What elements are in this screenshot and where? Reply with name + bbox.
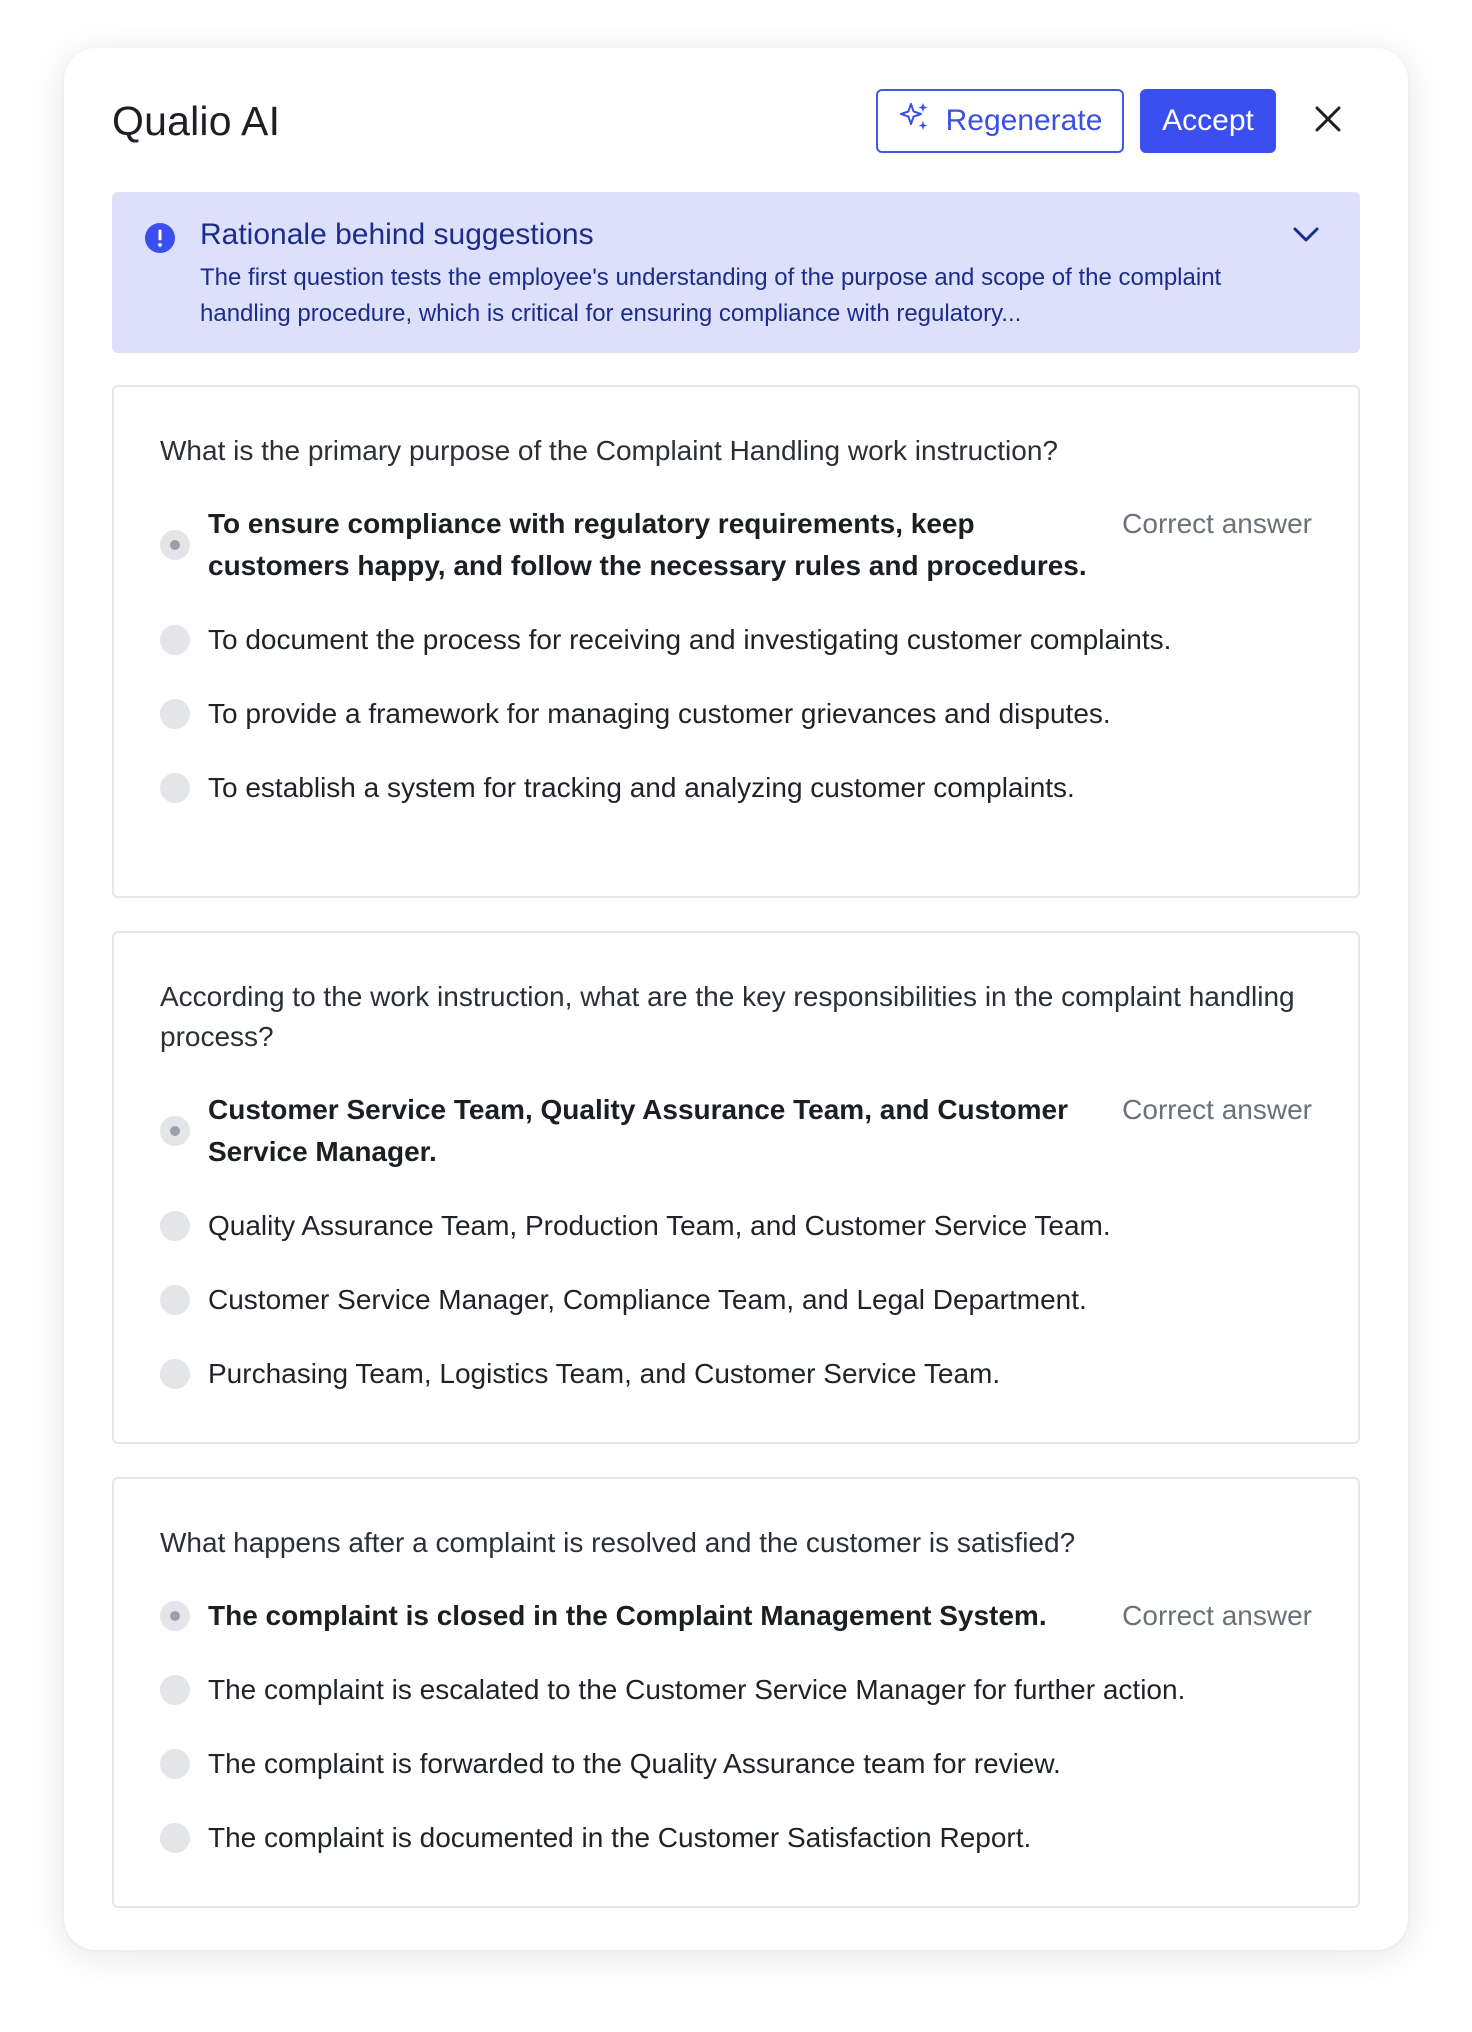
rationale-body: The first question tests the employee's understanding of the purpose and scope of the complaint handling procedure, which is critical for ensuring compliance with regulatory...	[200, 264, 1222, 327]
answer-text: The complaint is forwarded to the Quality Assurance team for review.	[208, 1748, 1061, 1779]
answer-option[interactable]	[160, 1743, 1312, 1785]
rationale-title: Rationale behind suggestions	[200, 218, 594, 251]
radio-button[interactable]	[160, 530, 190, 560]
radio-button[interactable]	[160, 1823, 190, 1853]
answer-option[interactable]	[160, 1669, 1312, 1711]
sparkles-icon	[898, 100, 946, 142]
answer-option[interactable]	[160, 1279, 1312, 1321]
correct-answer-label: Correct answer	[1122, 508, 1312, 539]
question-text: What happens after a complaint is resolved and the customer is satisfied?	[160, 1527, 1076, 1558]
radio-button[interactable]	[160, 699, 190, 729]
qualio-ai-modal	[64, 48, 1408, 1950]
question-text: According to the work instruction, what are the key responsibilities in the complaint handling process?	[160, 981, 1295, 1052]
answer-option-correct[interactable]	[160, 1595, 1312, 1637]
close-button[interactable]	[1306, 99, 1350, 143]
radio-button[interactable]	[160, 1359, 190, 1389]
correct-answer-label: Correct answer	[1122, 1600, 1312, 1631]
close-icon	[1313, 104, 1343, 139]
answer-option[interactable]	[160, 1353, 1312, 1395]
radio-button[interactable]	[160, 773, 190, 803]
radio-button[interactable]	[160, 1211, 190, 1241]
answer-text: To ensure compliance with regulatory requirements, keep customers happy, and follow the necessary rules and procedures.	[208, 508, 1087, 581]
info-icon	[144, 222, 176, 259]
answer-text: Customer Service Manager, Compliance Team, and Legal Department.	[208, 1284, 1087, 1315]
answer-text: The complaint is escalated to the Customer Service Manager for further action.	[208, 1674, 1186, 1705]
rationale-panel[interactable]	[112, 192, 1360, 353]
accept-button[interactable]: Accept	[1140, 89, 1276, 153]
question-card-3	[112, 1477, 1360, 1908]
answer-option[interactable]	[160, 767, 1312, 809]
radio-button[interactable]	[160, 625, 190, 655]
modal-header	[112, 80, 1360, 162]
answer-text: To establish a system for tracking and analyzing customer complaints.	[208, 772, 1075, 803]
answer-text: The complaint is documented in the Customer Satisfaction Report.	[208, 1822, 1032, 1853]
answer-text: Quality Assurance Team, Production Team, and Customer Service Team.	[208, 1210, 1111, 1241]
answer-option[interactable]	[160, 693, 1312, 735]
correct-answer-label: Correct answer	[1122, 1094, 1312, 1125]
radio-button[interactable]	[160, 1601, 190, 1631]
modal-title: Qualio AI	[112, 97, 281, 144]
answer-text: The complaint is closed in the Complaint Management System.	[208, 1600, 1047, 1631]
question-card-2	[112, 931, 1360, 1444]
radio-button[interactable]	[160, 1749, 190, 1779]
answer-text: To provide a framework for managing customer grievances and disputes.	[208, 698, 1111, 729]
answer-option[interactable]	[160, 1205, 1312, 1247]
regenerate-button[interactable]	[876, 89, 1124, 153]
answer-text: To document the process for receiving and investigating customer complaints.	[208, 624, 1172, 655]
question-card-1	[112, 385, 1360, 898]
answer-option[interactable]	[160, 619, 1312, 661]
regenerate-label: Regenerate	[945, 104, 1103, 137]
answer-option-correct[interactable]	[160, 1089, 1312, 1173]
answer-text: Customer Service Team, Quality Assurance Team, and Customer Service Manager.	[208, 1094, 1069, 1167]
chevron-down-icon[interactable]	[1292, 226, 1320, 249]
radio-button[interactable]	[160, 1675, 190, 1705]
question-text: What is the primary purpose of the Complaint Handling work instruction?	[160, 435, 1058, 466]
answer-option[interactable]	[160, 1817, 1312, 1859]
radio-button[interactable]	[160, 1285, 190, 1315]
answer-text: Purchasing Team, Logistics Team, and Customer Service Team.	[208, 1358, 1001, 1389]
radio-button[interactable]	[160, 1116, 190, 1146]
answer-option-correct[interactable]	[160, 503, 1312, 587]
